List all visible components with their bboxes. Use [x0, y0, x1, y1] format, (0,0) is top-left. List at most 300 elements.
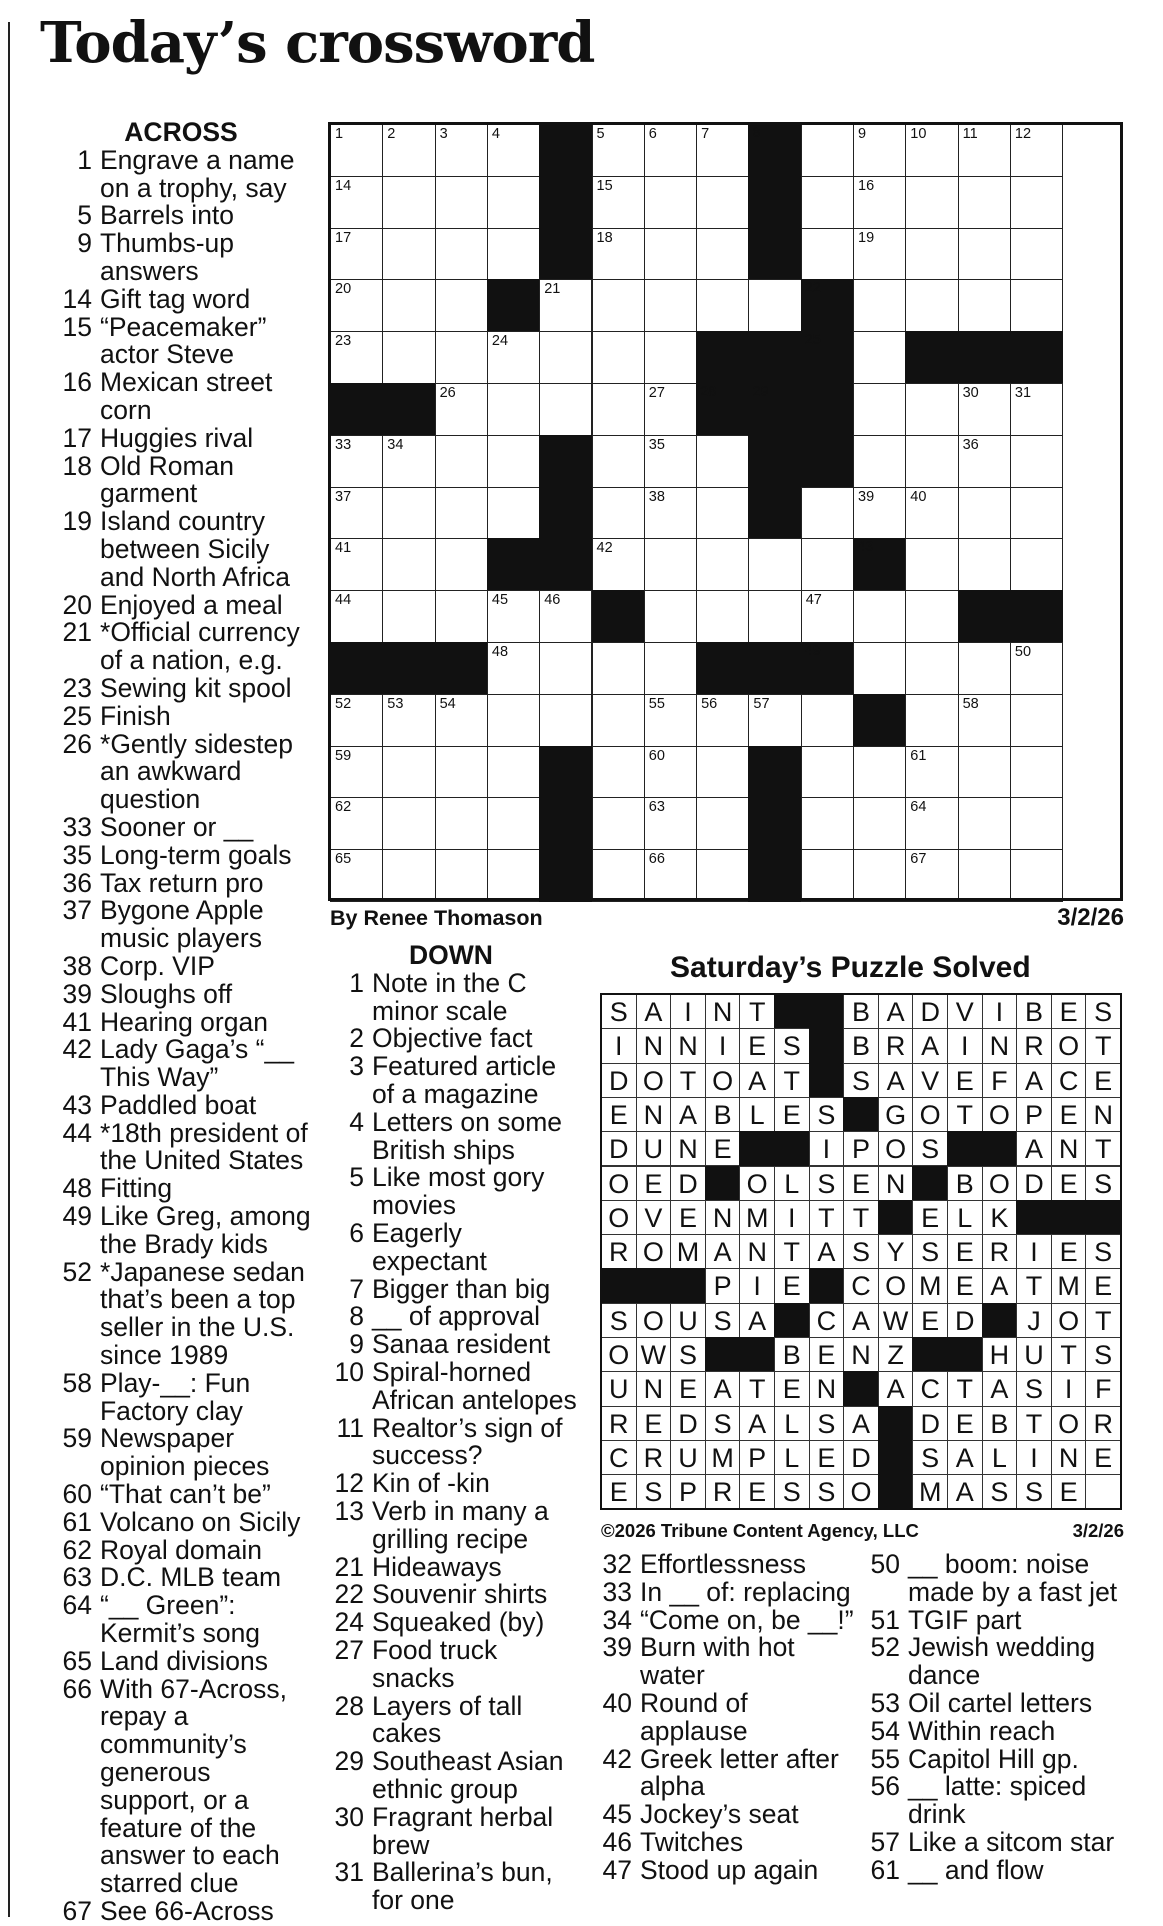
down-clue-39[interactable]: [594, 1634, 854, 1690]
solved-cell: F: [1085, 1371, 1121, 1406]
across-clue-49[interactable]: [50, 1203, 312, 1259]
grid-cell[interactable]: [592, 642, 645, 695]
grid-cell[interactable]: [644, 487, 697, 540]
grid-cell[interactable]: [539, 642, 592, 695]
solved-cell: S: [1085, 1234, 1121, 1269]
solved-cell: H: [982, 1337, 1018, 1372]
grid-cell[interactable]: [487, 228, 540, 281]
down-clue-53[interactable]: [862, 1687, 1124, 1718]
grid-cell[interactable]: [958, 642, 1011, 695]
grid-cell[interactable]: [696, 176, 749, 229]
grid-cell[interactable]: [853, 228, 906, 281]
grid-cell[interactable]: [435, 538, 488, 591]
grid-cell[interactable]: [853, 746, 906, 799]
grid-cell[interactable]: [435, 124, 488, 177]
grid-cell[interactable]: [330, 176, 383, 229]
clue-number: 5: [77, 200, 92, 231]
grid-cell[interactable]: [1010, 642, 1063, 695]
grid-cell[interactable]: [382, 797, 435, 850]
grid-cell[interactable]: [696, 124, 749, 177]
grid-cell[interactable]: [905, 176, 958, 229]
down-clue-34[interactable]: [594, 1604, 854, 1635]
grid-cell[interactable]: [853, 797, 906, 850]
down-clue-22[interactable]: [320, 1581, 582, 1609]
down-clue-12[interactable]: [320, 1470, 582, 1498]
across-clue-17[interactable]: [50, 422, 312, 453]
grid-cell[interactable]: [748, 590, 801, 643]
grid-cell[interactable]: [853, 487, 906, 540]
grid-cell[interactable]: [330, 797, 383, 850]
solved-cell: U: [601, 1371, 637, 1406]
across-clue-66[interactable]: [50, 1673, 312, 1899]
grid-cell[interactable]: [696, 538, 749, 591]
grid-cell[interactable]: [382, 694, 435, 747]
across-clue-14[interactable]: [50, 283, 312, 314]
across-clue-61[interactable]: [50, 1506, 312, 1537]
solved-cell: A: [878, 1371, 914, 1406]
solved-cell: E: [912, 1200, 948, 1235]
grid-cell[interactable]: [644, 383, 697, 436]
grid-cell[interactable]: [330, 435, 383, 488]
grid-cell[interactable]: [644, 694, 697, 747]
solved-cell: B: [705, 1097, 741, 1132]
clue-text: Island country between Sicily and North Africa: [100, 506, 291, 592]
solved-cell: D: [1016, 1166, 1052, 1201]
across-clue-36[interactable]: [50, 867, 312, 898]
grid-cell[interactable]: [644, 642, 697, 695]
grid-cell[interactable]: [644, 176, 697, 229]
grid-cell[interactable]: [905, 849, 958, 902]
grid-cell[interactable]: [539, 383, 592, 436]
grid-cell[interactable]: [1010, 538, 1063, 591]
grid-cell[interactable]: [592, 228, 645, 281]
across-clue-18[interactable]: [50, 450, 312, 509]
grid-cell[interactable]: [644, 797, 697, 850]
grid-cell[interactable]: [801, 694, 854, 747]
grid-cell[interactable]: [1010, 124, 1063, 177]
grid-cell[interactable]: [539, 279, 592, 332]
across-clue-39[interactable]: [50, 978, 312, 1009]
grid-cell[interactable]: [382, 590, 435, 643]
solved-cell: E: [947, 1268, 983, 1303]
down-clue-7[interactable]: [320, 1273, 582, 1304]
grid-cell[interactable]: [801, 538, 854, 591]
down-clue-9[interactable]: [320, 1331, 582, 1359]
cell-number: 7: [701, 126, 710, 142]
down-clue-61[interactable]: [862, 1854, 1124, 1885]
solved-cell: A: [843, 1303, 879, 1338]
grid-cell[interactable]: [958, 124, 1011, 177]
cell-number: 52: [335, 695, 352, 712]
grid-cell[interactable]: [1010, 383, 1063, 436]
cell-number: 31: [1014, 385, 1032, 401]
down-clue-1[interactable]: [320, 967, 582, 1026]
grid-cell[interactable]: [958, 176, 1011, 229]
down-clue-31[interactable]: [320, 1859, 582, 1915]
down-clue-21[interactable]: [320, 1551, 582, 1582]
grid-cell[interactable]: [539, 590, 592, 643]
grid-cell[interactable]: [696, 849, 749, 902]
solved-cell: A: [809, 1234, 845, 1269]
grid-cell[interactable]: [435, 331, 488, 384]
grid-cell[interactable]: [853, 176, 906, 229]
down-clue-28[interactable]: [320, 1690, 582, 1749]
across-clue-48[interactable]: [50, 1175, 312, 1203]
down-clue-29[interactable]: [320, 1748, 582, 1804]
across-clue-59[interactable]: [50, 1425, 312, 1481]
cell-number: 43: [857, 539, 874, 556]
down-clue-2[interactable]: [320, 1025, 582, 1053]
grid-cell[interactable]: [853, 383, 906, 436]
across-clue-19[interactable]: [50, 508, 312, 591]
across-clue-41[interactable]: [50, 1006, 312, 1037]
grid-cell[interactable]: [644, 849, 697, 902]
cell-number: 27: [648, 385, 665, 401]
grid-cell[interactable]: [592, 124, 645, 177]
grid-cell[interactable]: [382, 746, 435, 799]
across-clue-44[interactable]: [50, 1117, 312, 1176]
across-clue-67[interactable]: [50, 1898, 312, 1926]
clue-text: Finish: [100, 700, 171, 731]
across-clue-58[interactable]: [50, 1367, 312, 1426]
grid-cell[interactable]: [435, 228, 488, 281]
solved-cell: S: [670, 1337, 706, 1372]
solved-cell: U: [670, 1440, 706, 1475]
down-clue-50[interactable]: [862, 1551, 1124, 1607]
grid-cell[interactable]: [1010, 435, 1063, 488]
across-clue-33[interactable]: [50, 811, 312, 842]
solved-cell: I: [1016, 1440, 1052, 1475]
byline: By Renee Thomason: [330, 906, 543, 930]
grid-cell[interactable]: [958, 538, 1011, 591]
grid-cell[interactable]: [801, 487, 854, 540]
grid-cell[interactable]: [958, 694, 1011, 747]
grid-cell[interactable]: [748, 694, 801, 747]
grid-cell[interactable]: [748, 279, 801, 332]
down-clue-11[interactable]: [320, 1412, 582, 1471]
grid-cell[interactable]: [330, 746, 383, 799]
grid-cell[interactable]: [644, 590, 697, 643]
grid-block: [801, 642, 854, 695]
grid-cell[interactable]: [644, 228, 697, 281]
down-clue-8[interactable]: [320, 1303, 582, 1331]
grid-cell[interactable]: [905, 383, 958, 436]
across-clue-65[interactable]: [50, 1645, 312, 1676]
down-clue-55[interactable]: [862, 1743, 1124, 1774]
grid-cell[interactable]: [905, 124, 958, 177]
grid-cell[interactable]: [958, 849, 1011, 902]
across-clue-25[interactable]: [50, 700, 312, 731]
down-clue-51[interactable]: [862, 1604, 1124, 1635]
grid-cell[interactable]: [801, 797, 854, 850]
grid-cell[interactable]: [330, 538, 383, 591]
grid-cell[interactable]: [330, 694, 383, 747]
grid-cell[interactable]: [382, 849, 435, 902]
across-clue-63[interactable]: [50, 1564, 312, 1592]
grid-cell[interactable]: [696, 694, 749, 747]
grid-cell[interactable]: [905, 435, 958, 488]
grid-cell[interactable]: [1010, 279, 1063, 332]
across-clue-52[interactable]: [50, 1256, 312, 1371]
grid-cell[interactable]: [801, 176, 854, 229]
cell-number: 5: [596, 126, 605, 142]
grid-cell[interactable]: [592, 176, 645, 229]
across-clue-64[interactable]: [50, 1592, 312, 1648]
grid-cell[interactable]: [592, 538, 645, 591]
down-clue-13[interactable]: [320, 1495, 582, 1554]
across-clue-37[interactable]: [50, 897, 312, 953]
grid-cell[interactable]: [853, 124, 906, 177]
grid-cell[interactable]: [592, 279, 645, 332]
across-clue-42[interactable]: [50, 1036, 312, 1092]
grid-cell[interactable]: [958, 383, 1011, 436]
across-clue-16[interactable]: [50, 369, 312, 425]
solved-cell: N: [670, 1131, 706, 1166]
grid-cell[interactable]: [435, 487, 488, 540]
across-clue-15[interactable]: [50, 311, 312, 370]
clue-text: Bygone Apple music players: [100, 895, 264, 954]
grid-cell[interactable]: [905, 538, 958, 591]
clue-number: 48: [62, 1173, 92, 1204]
grid-cell[interactable]: [330, 590, 383, 643]
grid-cell[interactable]: [435, 279, 488, 332]
grid-cell[interactable]: [435, 176, 488, 229]
grid-cell[interactable]: [382, 435, 435, 488]
solved-cell: M: [912, 1474, 948, 1509]
down-clue-42[interactable]: [594, 1743, 854, 1802]
grid-cell[interactable]: [382, 331, 435, 384]
grid-cell[interactable]: [1010, 487, 1063, 540]
down-clue-32[interactable]: [594, 1551, 854, 1579]
down-clue-4[interactable]: [320, 1106, 582, 1165]
grid-cell[interactable]: [382, 538, 435, 591]
grid-cell[interactable]: [592, 435, 645, 488]
grid-cell[interactable]: [853, 849, 906, 902]
grid-cell[interactable]: [592, 797, 645, 850]
grid-cell[interactable]: [958, 435, 1011, 488]
grid-cell[interactable]: [539, 331, 592, 384]
grid-block: [748, 124, 801, 177]
down-clue-57[interactable]: [862, 1826, 1124, 1857]
down-clue-3[interactable]: [320, 1053, 582, 1109]
across-clue-9[interactable]: [50, 230, 312, 286]
down-heading: DOWN: [409, 940, 493, 970]
down-clue-30[interactable]: [320, 1801, 582, 1860]
grid-cell[interactable]: [592, 487, 645, 540]
solved-cell: C: [912, 1371, 948, 1406]
grid-cell[interactable]: [487, 797, 540, 850]
grid-cell[interactable]: [592, 383, 645, 436]
grid-cell[interactable]: [487, 383, 540, 436]
clue-number: 42: [602, 1743, 632, 1774]
grid-cell[interactable]: [958, 746, 1011, 799]
grid-cell[interactable]: [644, 279, 697, 332]
down-clue-6[interactable]: [320, 1217, 582, 1276]
across-clue-35[interactable]: [50, 839, 312, 870]
grid-cell[interactable]: [696, 797, 749, 850]
grid-cell[interactable]: [801, 849, 854, 902]
grid-cell[interactable]: [853, 642, 906, 695]
grid-cell[interactable]: [592, 746, 645, 799]
clue-number: 1: [349, 967, 364, 998]
across-clue-5[interactable]: [50, 202, 312, 230]
grid-cell[interactable]: [696, 279, 749, 332]
down-clue-24[interactable]: [320, 1609, 582, 1637]
down-clue-56[interactable]: [862, 1773, 1124, 1829]
across-clue-43[interactable]: [50, 1089, 312, 1120]
grid-cell[interactable]: [435, 435, 488, 488]
grid-cell[interactable]: [958, 279, 1011, 332]
grid-cell[interactable]: [905, 642, 958, 695]
cell-number: 46: [544, 592, 561, 609]
grid-cell[interactable]: [592, 694, 645, 747]
grid-cell[interactable]: [696, 435, 749, 488]
grid-cell[interactable]: [330, 487, 383, 540]
grid-cell[interactable]: [696, 228, 749, 281]
across-clue-21[interactable]: [50, 619, 312, 675]
across-clue-38[interactable]: [50, 950, 312, 981]
grid-cell[interactable]: [487, 331, 540, 384]
solved-cell: R: [705, 1474, 741, 1509]
grid-cell[interactable]: [382, 487, 435, 540]
grid-cell[interactable]: [382, 279, 435, 332]
cell-number: 24: [491, 333, 509, 350]
grid-block: [748, 849, 801, 902]
grid-cell[interactable]: [905, 279, 958, 332]
grid-cell[interactable]: [644, 124, 697, 177]
grid-cell[interactable]: [696, 746, 749, 799]
grid-cell[interactable]: [487, 746, 540, 799]
across-clue-23[interactable]: [50, 672, 312, 703]
grid-cell[interactable]: [487, 694, 540, 747]
clue-text: Volcano on Sicily: [100, 1506, 301, 1537]
solved-cell: O: [601, 1200, 637, 1235]
grid-cell[interactable]: [905, 694, 958, 747]
grid-cell[interactable]: [435, 746, 488, 799]
grid-cell[interactable]: [487, 590, 540, 643]
grid-cell[interactable]: [435, 849, 488, 902]
down-clue-46[interactable]: [594, 1826, 854, 1857]
down-clue-33[interactable]: [594, 1576, 854, 1607]
clue-number: 66: [62, 1673, 92, 1704]
clue-number: 42: [62, 1034, 92, 1065]
grid-cell[interactable]: [958, 487, 1011, 540]
grid-cell[interactable]: [958, 228, 1011, 281]
cell-number: 64: [910, 799, 927, 816]
grid-cell[interactable]: [1010, 228, 1063, 281]
grid-cell[interactable]: [330, 228, 383, 281]
grid-cell[interactable]: [1010, 797, 1063, 850]
grid-cell[interactable]: [487, 124, 540, 177]
grid-cell[interactable]: [905, 228, 958, 281]
down-clue-5[interactable]: [320, 1164, 582, 1220]
grid-cell[interactable]: [853, 331, 906, 384]
grid-cell[interactable]: [382, 124, 435, 177]
grid-cell[interactable]: [592, 849, 645, 902]
grid-cell[interactable]: [435, 797, 488, 850]
clue-number: 35: [62, 839, 92, 870]
solved-cell: P: [739, 1440, 775, 1475]
grid-cell[interactable]: [905, 746, 958, 799]
down-clue-47[interactable]: [594, 1854, 854, 1885]
grid-cell[interactable]: [905, 590, 958, 643]
grid-cell[interactable]: [1010, 849, 1063, 902]
across-clue-20[interactable]: [50, 589, 312, 620]
down-clue-27[interactable]: [320, 1634, 582, 1693]
grid-cell[interactable]: [696, 487, 749, 540]
grid-cell[interactable]: [330, 331, 383, 384]
grid-cell[interactable]: [435, 590, 488, 643]
grid-cell[interactable]: [853, 590, 906, 643]
down-clue-10[interactable]: [320, 1356, 582, 1415]
grid-cell[interactable]: [592, 331, 645, 384]
grid-cell[interactable]: [644, 538, 697, 591]
grid-cell[interactable]: [382, 228, 435, 281]
solved-cell: R: [636, 1440, 672, 1475]
across-clue-1[interactable]: [50, 144, 312, 203]
across-clue-60[interactable]: [50, 1481, 312, 1509]
grid-cell[interactable]: [1010, 746, 1063, 799]
clue-text: *18th president of the United States: [100, 1117, 308, 1176]
clue-number: 22: [334, 1579, 364, 1610]
grid-cell[interactable]: [801, 590, 854, 643]
grid-cell[interactable]: [382, 176, 435, 229]
grid-cell[interactable]: [330, 279, 383, 332]
clue-text: Huggies rival: [100, 422, 254, 453]
grid-cell[interactable]: [644, 435, 697, 488]
grid-cell[interactable]: [853, 279, 906, 332]
clue-text: “Come on, be __!”: [640, 1604, 854, 1635]
across-clue-62[interactable]: [50, 1534, 312, 1565]
grid-cell[interactable]: [435, 694, 488, 747]
grid-cell[interactable]: [905, 797, 958, 850]
grid-cell[interactable]: [1010, 694, 1063, 747]
grid-cell[interactable]: [905, 487, 958, 540]
grid-cell[interactable]: [435, 383, 488, 436]
down-clue-52[interactable]: [862, 1634, 1124, 1690]
grid-cell[interactable]: [958, 797, 1011, 850]
down-clue-45[interactable]: [594, 1801, 854, 1829]
grid-cell[interactable]: [487, 849, 540, 902]
grid-cell[interactable]: [1010, 176, 1063, 229]
grid-cell[interactable]: [748, 538, 801, 591]
down-clue-54[interactable]: [862, 1715, 1124, 1746]
grid-cell[interactable]: [644, 331, 697, 384]
grid-cell[interactable]: [487, 176, 540, 229]
grid-cell[interactable]: [644, 746, 697, 799]
grid-block: [487, 538, 540, 591]
grid-cell[interactable]: [801, 228, 854, 281]
clue-text: Verb in many a grilling recipe: [372, 1495, 549, 1554]
grid-cell[interactable]: [487, 642, 540, 695]
grid-cell[interactable]: [801, 746, 854, 799]
grid-cell[interactable]: [487, 435, 540, 488]
grid-cell[interactable]: [853, 435, 906, 488]
down-clue-40[interactable]: [594, 1687, 854, 1746]
solved-cell: E: [1051, 994, 1087, 1029]
cell-number: 54: [439, 695, 456, 712]
grid-cell[interactable]: [330, 849, 383, 902]
grid-cell[interactable]: [330, 124, 383, 177]
grid-cell[interactable]: [487, 487, 540, 540]
across-clue-26[interactable]: [50, 728, 312, 815]
solved-cell: B: [774, 1337, 810, 1372]
solved-cell: E: [1085, 1268, 1121, 1303]
grid-cell[interactable]: [801, 124, 854, 177]
solved-cell: E: [636, 1166, 672, 1201]
grid-cell[interactable]: [539, 694, 592, 747]
grid-cell[interactable]: [696, 590, 749, 643]
